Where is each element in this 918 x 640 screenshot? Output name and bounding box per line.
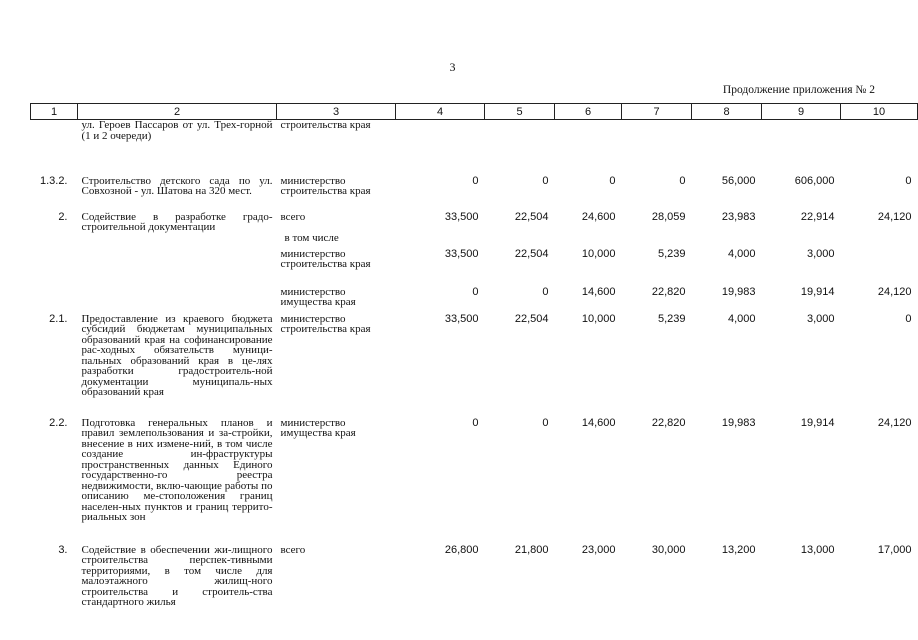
value-cell: 14,600	[581, 416, 616, 429]
row-index	[31, 233, 78, 249]
value-cell: 0	[542, 285, 549, 298]
value-cell: 22,914	[800, 210, 835, 223]
row-responsible: министерство строительства края	[280, 247, 371, 270]
value-cell: 5,239	[657, 312, 686, 325]
row-index: 3.	[58, 543, 68, 556]
value-cell	[692, 233, 762, 249]
value-cell: 56,000	[721, 174, 756, 187]
value-cell: 24,120	[877, 210, 912, 223]
value-cell: 4,000	[727, 247, 756, 260]
value-cell: 24,120	[877, 416, 912, 429]
row-responsible: министерство имущества края	[280, 416, 356, 439]
value-cell: 14,600	[581, 285, 616, 298]
value-cell: 4,000	[727, 312, 756, 325]
value-cell	[622, 233, 692, 249]
value-cell: 0	[905, 312, 912, 325]
value-cell	[622, 120, 692, 176]
value-cell: 0	[472, 285, 479, 298]
table-row	[31, 418, 918, 545]
value-cell: 0	[472, 174, 479, 187]
value-cell: 0	[542, 416, 549, 429]
row-responsible: всего	[280, 543, 306, 556]
value-cell	[555, 120, 622, 176]
header-cell: 2	[78, 104, 277, 120]
value-cell: 0	[542, 174, 549, 187]
table-row	[31, 212, 918, 233]
row-index: 2.1.	[49, 312, 68, 325]
table-row	[31, 176, 918, 212]
value-cell	[485, 233, 555, 249]
row-description	[78, 233, 277, 249]
table-row	[31, 249, 918, 287]
row-description	[78, 249, 277, 287]
row-description: ул. Героев Пассаров от ул. Трех-горной (1 и 2 очереди)	[81, 119, 273, 142]
budget-table	[30, 103, 918, 615]
row-description	[78, 287, 277, 314]
value-cell: 22,504	[514, 247, 549, 260]
value-cell: 21,800	[514, 543, 549, 556]
value-cell	[396, 120, 485, 176]
table-header-row	[31, 104, 918, 120]
value-cell	[841, 233, 918, 249]
value-cell: 5,239	[657, 247, 686, 260]
value-cell: 0	[679, 174, 686, 187]
row-responsible: министерство имущества края	[280, 285, 356, 308]
value-cell: 22,504	[514, 312, 549, 325]
row-responsible: министерство строительства края	[280, 312, 371, 335]
value-cell	[762, 120, 841, 176]
row-index	[31, 287, 78, 314]
header-cell: 3	[277, 104, 396, 120]
header-cell: 5	[485, 104, 555, 120]
value-cell: 22,504	[514, 210, 549, 223]
value-cell	[396, 233, 485, 249]
value-cell: 0	[905, 174, 912, 187]
value-cell: 33,500	[444, 247, 479, 260]
row-responsible: строительства края	[280, 119, 371, 131]
table-row	[31, 545, 918, 615]
row-index	[31, 249, 78, 287]
value-cell: 19,983	[721, 285, 756, 298]
row-responsible: всего	[280, 210, 306, 223]
table-row	[31, 120, 918, 176]
row-index: 1.3.2.	[39, 174, 68, 187]
page-number: 3	[449, 60, 456, 74]
row-index: 2.	[58, 210, 68, 223]
value-cell: 13,000	[800, 543, 835, 556]
value-cell: 3,000	[806, 312, 835, 325]
table-row	[31, 233, 918, 249]
row-description: Подготовка генеральных планов и правил землепользования и за-стройки, внесение в них измене-ний, в том числе создание ин-фраструктуры пространственных данных Единого государственно-го реестра недвижимости, вклю-чающие работы по описанию ме-стоположения границ населен-ных пунктов и границ террито-риальных зон	[81, 416, 273, 523]
row-description: Содействие в разработке градо-строительной документации	[81, 210, 273, 233]
value-cell: 23,000	[581, 543, 616, 556]
value-cell: 24,120	[877, 285, 912, 298]
row-index: 2.2.	[49, 416, 68, 429]
row-description: Строительство детского сада по ул. Совхозной - ул. Шатова на 320 мест.	[81, 174, 273, 197]
appendix-note: Продолжение приложения № 2	[722, 84, 875, 96]
value-cell: 23,983	[721, 210, 756, 223]
value-cell: 17,000	[877, 543, 912, 556]
value-cell: 3,000	[806, 247, 835, 260]
value-cell: 19,914	[800, 416, 835, 429]
value-cell: 26,800	[444, 543, 479, 556]
header-cell: 7	[622, 104, 692, 120]
value-cell: 0	[472, 416, 479, 429]
value-cell: 33,500	[444, 210, 479, 223]
header-cell: 6	[555, 104, 622, 120]
value-cell: 24,600	[581, 210, 616, 223]
value-cell: 19,983	[721, 416, 756, 429]
header-cell: 8	[692, 104, 762, 120]
value-cell: 30,000	[651, 543, 686, 556]
value-cell: 10,000	[581, 312, 616, 325]
value-cell	[692, 120, 762, 176]
value-cell: 606,000	[794, 174, 835, 187]
row-index	[31, 120, 78, 176]
value-cell: 28,059	[651, 210, 686, 223]
row-description: Предоставление из краевого бюджета субсидий бюджетам муниципальных образований края на софинансирование рас-ходных обязательств муници-пальных образований края в це-лях разработки градостроитель-ной документации муниципаль-ных образований края	[81, 312, 273, 398]
value-cell	[762, 233, 841, 249]
value-cell: 22,820	[651, 285, 686, 298]
value-cell: 13,200	[721, 543, 756, 556]
value-cell: 10,000	[581, 247, 616, 260]
value-cell	[485, 120, 555, 176]
value-cell	[841, 249, 918, 287]
row-responsible: в том числе	[284, 231, 339, 244]
value-cell: 22,820	[651, 416, 686, 429]
header-cell: 10	[841, 104, 918, 120]
row-description: Содействие в обеспечении жи-лищного строительства перспек-тивными территориями, в том числе для малоэтажного жилищ-ного строительства и строитель-ства стандартного жилья	[81, 543, 273, 608]
header-cell: 4	[396, 104, 485, 120]
value-cell: 19,914	[800, 285, 835, 298]
value-cell: 33,500	[444, 312, 479, 325]
table-row	[31, 287, 918, 314]
value-cell	[555, 233, 622, 249]
value-cell: 0	[609, 174, 616, 187]
row-responsible: министерство строительства края	[280, 174, 371, 197]
header-cell: 9	[762, 104, 841, 120]
header-cell: 1	[31, 104, 78, 120]
value-cell	[841, 120, 918, 176]
table-row	[31, 314, 918, 418]
